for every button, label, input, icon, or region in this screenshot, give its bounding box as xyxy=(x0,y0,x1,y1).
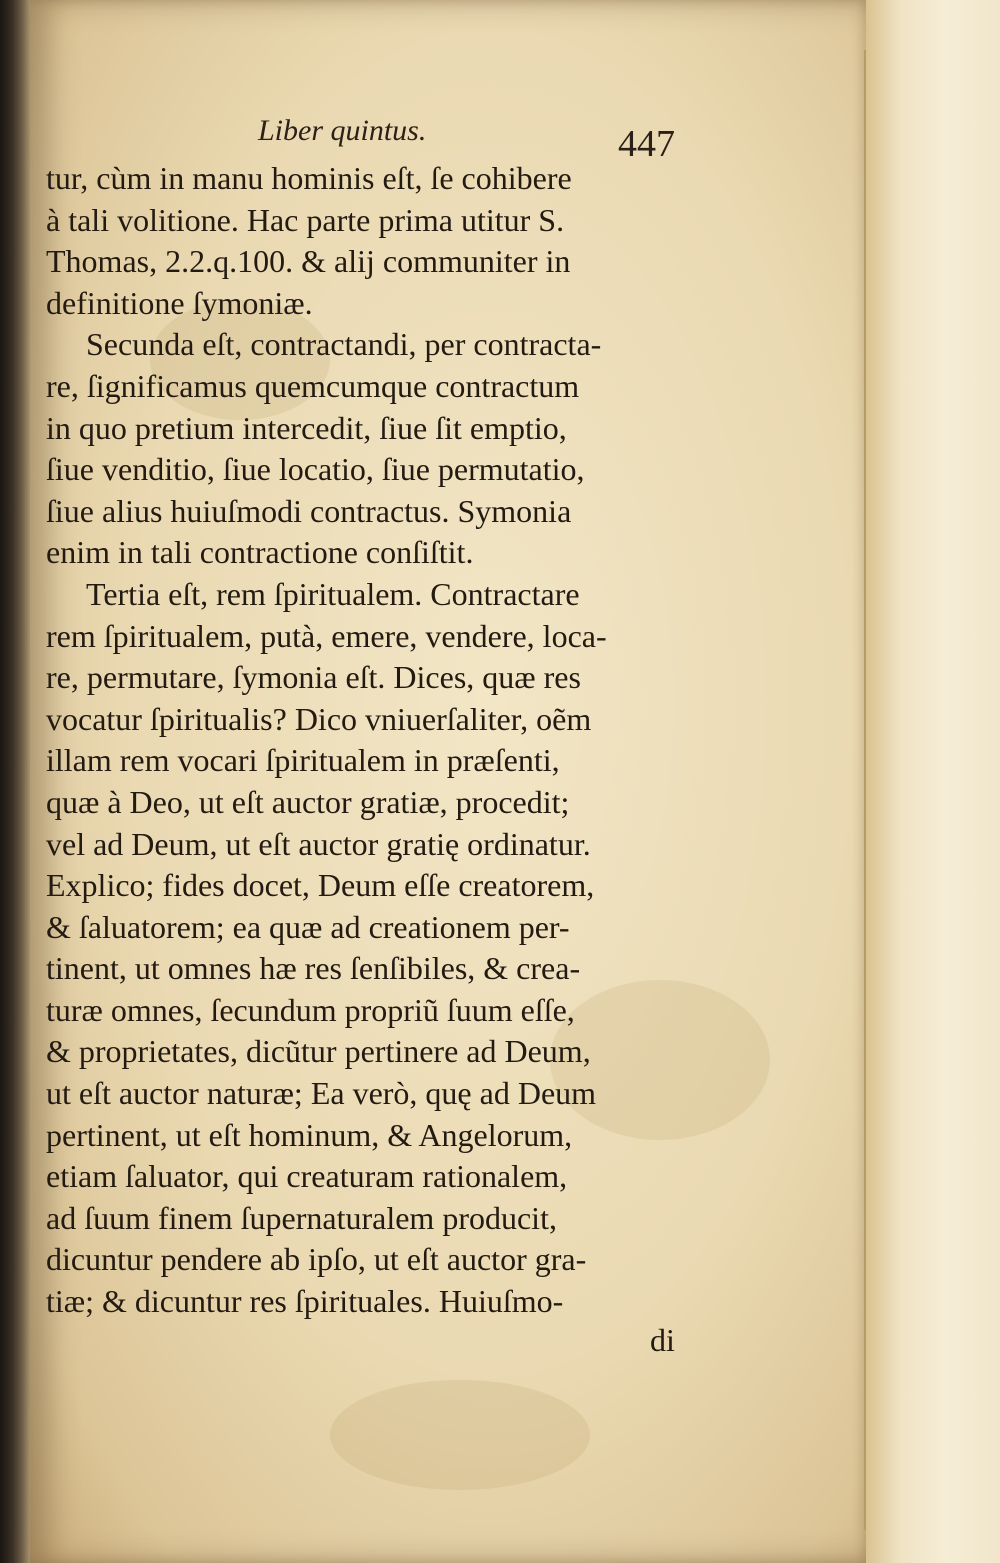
text-line: re, ſignificamus quemcumque contractum xyxy=(46,367,580,404)
text-line: ad ſuum finem ſupernaturalem producit, xyxy=(46,1199,557,1236)
text-line: à tali volitione. Hac parte prima utitur S. xyxy=(46,201,565,238)
text-line: & proprietates, dicũtur pertinere ad Deum, xyxy=(46,1033,591,1070)
text-line: ſiue alius huiuſmodi contractus. Symonia xyxy=(46,492,572,529)
text-line: definitione ſymoniæ. xyxy=(46,284,313,321)
text-line: rem ſpiritualem, putà, emere, vendere, loca- xyxy=(46,617,607,654)
text-line: tiæ; & dicuntur res ſpirituales. Huiuſmo- xyxy=(46,1283,564,1320)
text-line: ſiue venditio, ſiue locatio, ſiue permutatio, xyxy=(46,451,585,488)
text-line: in quo pretium intercedit, ſiue ſit emptio, xyxy=(46,409,567,446)
text-line: tinent, ut omnes hæ res ſenſibiles, & crea- xyxy=(46,950,581,987)
next-page-edge xyxy=(866,0,1000,1563)
text-line: re, permutare, ſymonia eſt. Dices, quæ res xyxy=(46,659,581,696)
text-line: Tertia eſt, rem ſpiritualem. Contractare xyxy=(86,575,580,612)
text-line: enim in tali contractione conſiſtit. xyxy=(46,534,474,571)
text-line: pertinent, ut eſt hominum, & Angelorum, xyxy=(46,1116,573,1153)
paper-stain xyxy=(330,1380,590,1490)
text-line: Explico; fides docet, Deum eſſe creatorem, xyxy=(46,867,595,904)
text-line: & ſaluatorem; ea quæ ad creationem per- xyxy=(46,908,570,945)
text-line: Secunda eſt, contractandi, per contracta- xyxy=(86,326,602,363)
text-line: quæ à Deo, ut eſt auctor gratiæ, procedit; xyxy=(46,783,570,820)
text-line: ut eſt auctor naturæ; Ea verò, quę ad Deum xyxy=(46,1075,597,1112)
text-line: vel ad Deum, ut eſt auctor gratię ordinatur. xyxy=(46,825,591,862)
body-text xyxy=(46,158,710,1323)
text-line: tur, cùm in manu hominis eſt, ſe cohibere xyxy=(46,160,572,196)
text-line: etiam ſaluator, qui creaturam rationalem, xyxy=(46,1158,568,1195)
text-line: Thomas, 2.2.q.100. & alij communiter in xyxy=(46,243,571,280)
text-line: dicuntur pendere ab ipſo, ut eſt auctor gra- xyxy=(46,1241,587,1278)
text-line: turæ omnes, ſecundum propriũ ſuum eſſe, xyxy=(46,991,575,1028)
catchword: di xyxy=(650,1322,675,1358)
running-head: Liber quintus. xyxy=(258,114,427,147)
text-line: vocatur ſpiritualis? Dico vniuerſaliter, oẽm xyxy=(46,700,592,737)
text-line: illam rem vocari ſpiritualem in præſenti, xyxy=(46,742,560,779)
page-number: 447 xyxy=(618,123,675,165)
page-header xyxy=(258,110,718,165)
